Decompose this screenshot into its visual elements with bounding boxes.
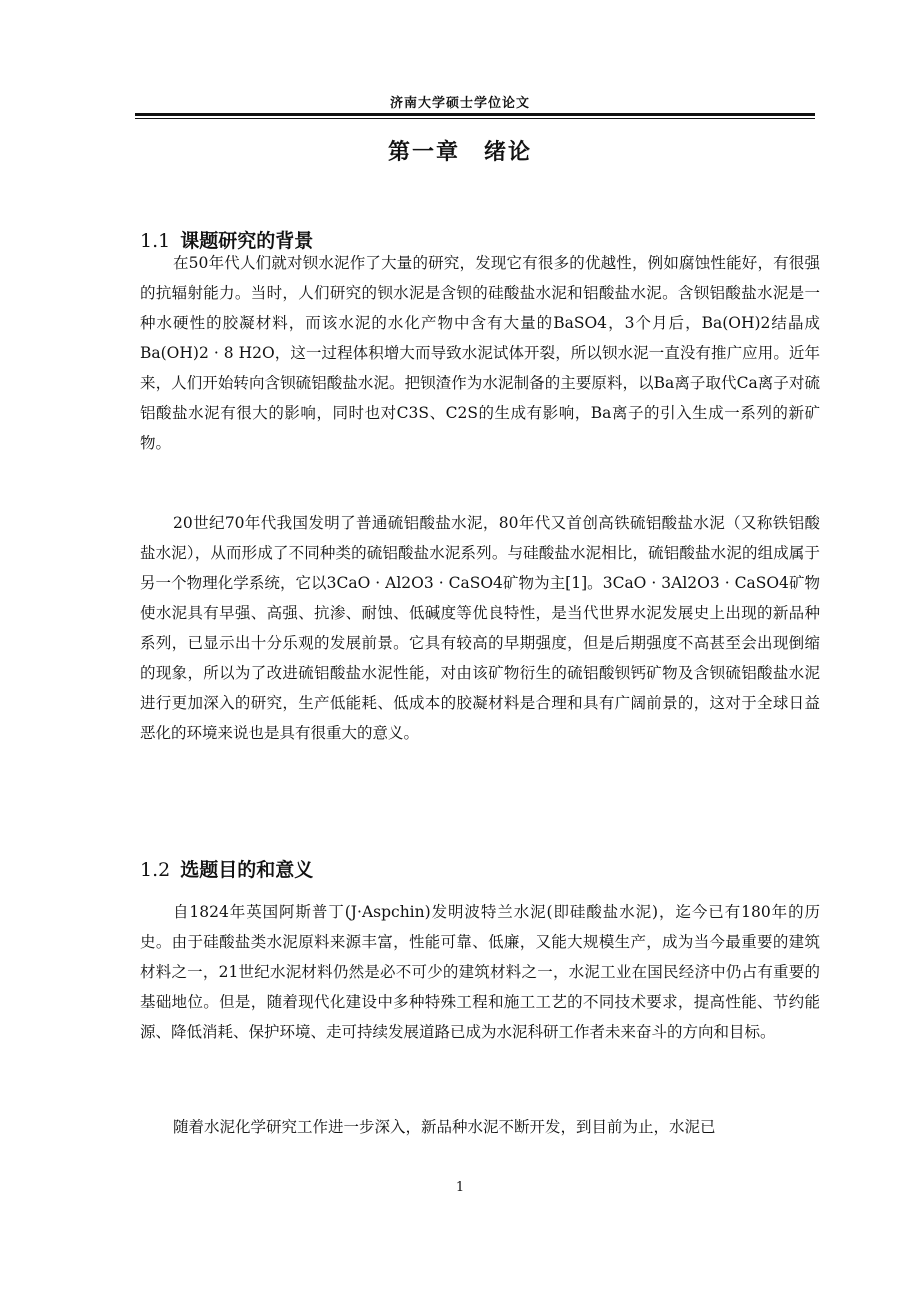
paragraph-purpose-1: 自1824年英国阿斯普丁(J·Aspchin)发明波特兰水泥(即硅酸盐水泥)，迄今已有180年的历史。由于硅酸盐类水泥原料来源丰富，性能可靠、低廉，又能大规模生产，成为当今最重要的建筑材料之一，21世纪水泥材料仍然是必不可少的建筑材料之一，水泥工业在国民经济中仍占有重要的基础地位。但是，随着现代化建设中多种特殊工程和施工工艺的不同技术要求，提高性能、节约能源、降低消耗、保护环境、走可持续发展道路已成为水泥科研工作者未来奋斗的方向和目标。 (140, 903, 820, 1041)
section-title: 选题目的和意义 (180, 859, 314, 881)
section-heading-1-2 (140, 855, 313, 882)
header-rule-thick (135, 113, 815, 116)
section-number: 1.2 (140, 859, 171, 881)
section-title: 课题研究的背景 (180, 230, 314, 252)
chapter-title (0, 135, 920, 166)
paragraph-background-2: 20世纪70年代我国发明了普通硫铝酸盐水泥，80年代又首创高铁硫铝酸盐水泥（又称铁铝酸盐水泥），从而形成了不同种类的硫铝酸盐水泥系列。与硅酸盐水泥相比，硫铝酸盐水泥的组成属于另一个物理化学系统，它以3CaO · Al2O3 · CaSO4矿物为主[1]。3CaO · 3Al2O3 · CaSO4矿物使水泥具有早强、高强、抗渗、耐蚀、低碱度等优良特性，是当代世界水泥发展史上出现的新品种系列，已显示出十分乐观的发展前景。它具有较高的早期强度，但是后期强度不高甚至会出现倒缩的现象，所以为了改进硫铝酸盐水泥性能，对由该矿物衍生的硫铝酸钡钙矿物及含钡硫铝酸盐水泥进行更加深入的研究，生产低能耗、低成本的胶凝材料是合理和具有广阔前景的，这对于全球日益恶化的环境来说也是具有很重大的意义。 (140, 514, 820, 742)
header-rule-thin (135, 118, 815, 119)
running-header: 济南大学硕士学位论文 (389, 96, 530, 111)
chapter-title-text: 绪论 (484, 139, 533, 165)
section-number: 1.1 (140, 230, 171, 252)
paragraph-purpose-2: 随着水泥化学研究工作进一步深入，新品种水泥不断开发，到目前为止，水泥已 (173, 1118, 716, 1136)
paragraph-background-1: 在50年代人们就对钡水泥作了大量的研究，发现它有很多的优越性，例如腐蚀性能好，有很强的抗辐射能力。当时，人们研究的钡水泥是含钡的硅酸盐水泥和铝酸盐水泥。含钡铝酸盐水泥是一种水硬性的胶凝材料，而该水泥的水化产物中含有大量的BaSO4，3个月后，Ba(OH)2结晶成Ba(OH)2 · 8 H2O，这一过程体积增大而导致水泥试体开裂，所以钡水泥一直没有推广应用。近年来，人们开始转向含钡硫铝酸盐水泥。把钡渣作为水泥制备的主要原料，以Ba离子取代Ca离子对硫铝酸盐水泥有很大的影响，同时也对C3S、C2S的生成有影响，Ba离子的引入生成一系列的新矿物。 (140, 254, 820, 452)
page-number: 1 (455, 1180, 465, 1195)
chapter-number-label: 第一章 (387, 139, 460, 165)
